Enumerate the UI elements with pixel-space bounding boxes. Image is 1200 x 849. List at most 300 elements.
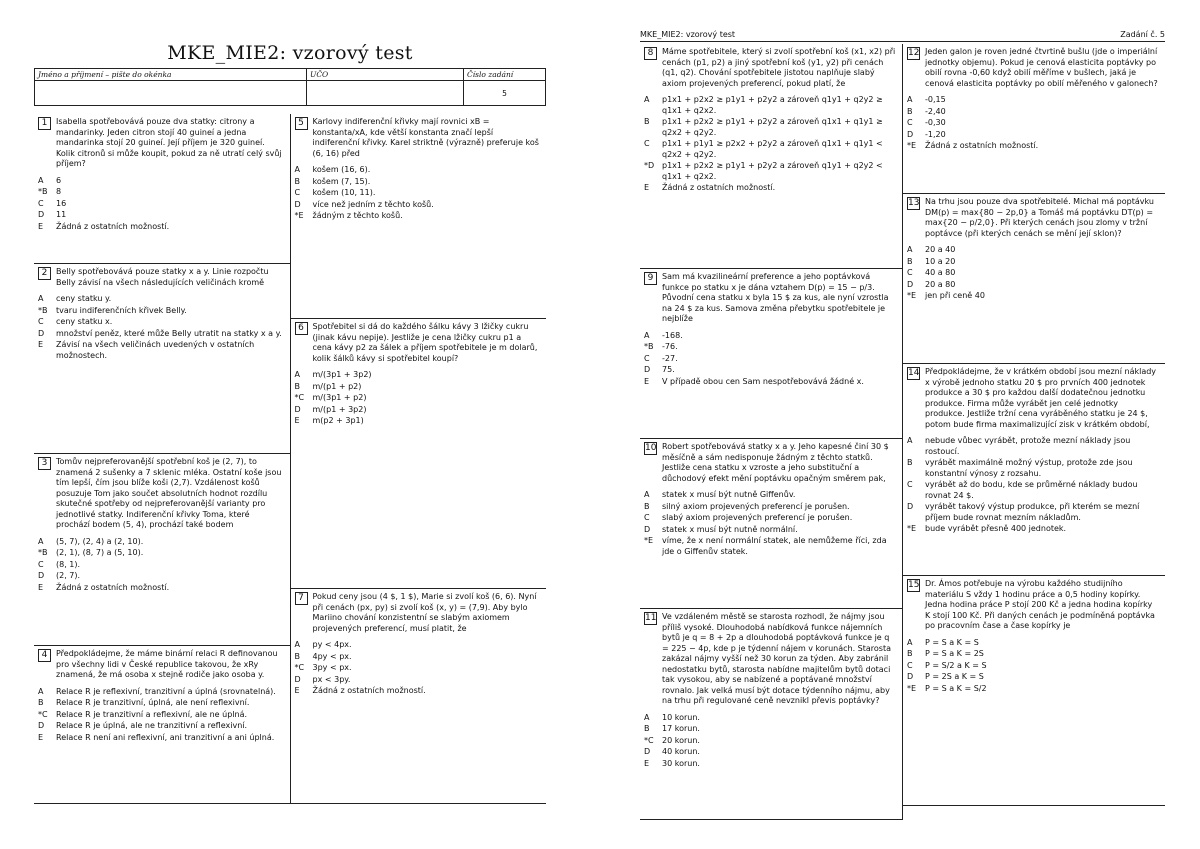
- answer-options: [907, 95, 1159, 152]
- option-text: Žádná z ostatních možností.: [662, 183, 776, 192]
- option-text: py < 4px.: [312, 640, 352, 649]
- answer-option[interactable]: [38, 306, 284, 317]
- option-text: 4py < px.: [312, 651, 352, 661]
- answer-option[interactable]: [644, 736, 896, 747]
- option-letter: B: [907, 106, 913, 116]
- option-letter: *E: [907, 683, 917, 693]
- question-number: 3: [38, 457, 51, 470]
- option-text: m(p2 + 3p1): [312, 416, 364, 425]
- option-letter: B: [907, 649, 913, 658]
- answer-option[interactable]: [907, 649, 1159, 660]
- option-letter: B: [294, 176, 300, 186]
- left-columns: [34, 114, 546, 804]
- answer-option[interactable]: [907, 661, 1159, 672]
- test-title: MKE_MIE2: vzorový test: [167, 42, 413, 64]
- answer-option[interactable]: [38, 687, 284, 698]
- option-letter: E: [38, 340, 44, 349]
- option-text: tvaru indiferenčních křivek Belly.: [56, 305, 187, 315]
- answer-option[interactable]: [38, 329, 284, 340]
- question-text: Dr. Ámos potřebuje na výrobu každého studijního materiálu S vždy 1 hodinu práce a 0,5 hodiny kopírky. Jedna hodina práce P stojí 200 Kč a jedna hodina kopírky K stojí 100 Kč. Při daných cenách je podmíněná poptávka po pracovním čase a čase kopírky je: [925, 579, 1155, 630]
- option-letter: D: [38, 210, 45, 219]
- question-text: Sam má kvazilineární preference a jeho poptávková funkce po statku x je dána vztahem D(p) = 15 − p/3. Původní cena statku x byla 15 $ za kus, ale nyní vzrostla na 24 $ za kus. Samova změna přebytku spotřebitele je nejblíže: [662, 272, 889, 323]
- option-letter: D: [907, 672, 914, 681]
- option-text: statek x musí být nutně normální.: [662, 524, 798, 534]
- option-text: Relace R je reflexivní, tranzitivní a úplná (srovnatelná).: [56, 686, 276, 696]
- option-text: (5, 7), (2, 4) a (2, 10).: [56, 536, 144, 546]
- option-letter: *D: [644, 161, 655, 170]
- option-text: 20 korun.: [662, 735, 700, 745]
- option-letter: A: [38, 175, 44, 185]
- option-text: P = 2S a K = S: [925, 672, 984, 681]
- question-15: [903, 576, 1165, 806]
- question-13: [903, 194, 1165, 364]
- answer-option[interactable]: [295, 177, 541, 188]
- option-letter: C: [907, 268, 913, 277]
- question-number: 5: [295, 117, 308, 130]
- option-letter: A: [644, 95, 650, 104]
- answer-option[interactable]: [644, 513, 896, 524]
- number-label: Číslo zadání: [464, 69, 546, 81]
- answer-option[interactable]: [38, 222, 284, 233]
- option-text: Relace R je úplná, ale ne tranzitivní a reflexivní.: [56, 721, 248, 730]
- question-number: 9: [644, 272, 657, 285]
- answer-option[interactable]: [295, 405, 541, 416]
- answer-options: [907, 245, 1159, 302]
- option-text: statek x musí být nutně Giffenův.: [662, 490, 796, 499]
- answer-option[interactable]: [644, 490, 896, 501]
- option-text: 40 korun.: [662, 747, 700, 756]
- option-letter: *C: [38, 709, 48, 719]
- option-letter: C: [644, 353, 650, 363]
- answer-option[interactable]: [295, 663, 541, 674]
- option-text: jen při ceně 40: [925, 291, 985, 300]
- option-text: 20 a 40: [925, 245, 956, 254]
- option-text: m/(3p1 + p2): [312, 393, 367, 402]
- answer-option[interactable]: [38, 176, 284, 187]
- question-9: [640, 269, 902, 439]
- answer-options: [295, 165, 541, 222]
- question-number: 14: [908, 368, 920, 378]
- option-letter: *E: [907, 524, 917, 533]
- question-8: [640, 44, 902, 269]
- option-letter: *E: [294, 211, 304, 220]
- answer-option[interactable]: [295, 188, 541, 199]
- question-number: 6: [295, 322, 308, 335]
- answer-option[interactable]: [38, 721, 284, 732]
- option-letter: E: [644, 758, 650, 768]
- option-letter: B: [907, 458, 913, 467]
- option-text: vyrábět maximálně možný výstup, protože zde jsou konstantní výnosy z rozsahu.: [925, 458, 1133, 478]
- option-letter: C: [294, 188, 301, 197]
- running-header-number: Zadání č. 5: [1120, 30, 1165, 39]
- option-letter: A: [38, 536, 44, 546]
- option-text: p1x1 + p2x2 ≥ p1y1 + p2y2 a zároveň q1x1 + q1y1 ≥ q2x2 + q2y2.: [662, 117, 883, 137]
- name-label: Jméno a příjmení – pište do okénka: [35, 69, 307, 81]
- option-letter: C: [907, 480, 913, 489]
- question-number: 13: [908, 198, 920, 208]
- answer-option[interactable]: [907, 130, 1159, 141]
- answer-option[interactable]: [644, 365, 896, 376]
- option-text: ceny statku y.: [56, 294, 112, 303]
- answer-option[interactable]: [644, 377, 896, 388]
- answer-option[interactable]: [907, 95, 1159, 106]
- answer-options: [644, 713, 896, 770]
- option-letter: C: [907, 660, 913, 670]
- option-text: (2, 7).: [56, 571, 81, 580]
- option-text: košem (10, 11).: [312, 188, 376, 197]
- option-text: -1,20: [925, 129, 946, 139]
- option-letter: *E: [907, 291, 917, 300]
- option-text: bude vyrábět přesně 400 jednotek.: [925, 524, 1067, 533]
- option-text: P = S a K = 2S: [925, 649, 984, 658]
- answer-option[interactable]: [644, 502, 896, 513]
- student-header-table: [34, 68, 546, 106]
- option-letter: A: [644, 330, 650, 340]
- option-text: Závisí na všech veličinách uvedených v ostatních možnostech.: [56, 340, 255, 360]
- answer-option[interactable]: [38, 317, 284, 328]
- answer-option[interactable]: [38, 340, 284, 361]
- answer-option[interactable]: [644, 525, 896, 536]
- option-letter: E: [294, 416, 300, 425]
- option-letter: A: [907, 245, 913, 254]
- option-text: -2,40: [925, 106, 946, 116]
- answer-option[interactable]: [644, 95, 896, 116]
- question-number: 2: [38, 267, 51, 280]
- answer-option[interactable]: [295, 416, 541, 427]
- answer-options: [38, 294, 284, 361]
- option-letter: *C: [294, 663, 305, 672]
- answer-option[interactable]: [907, 257, 1159, 268]
- option-letter: D: [644, 524, 651, 534]
- answer-option[interactable]: [907, 502, 1159, 523]
- option-text: Žádná z ostatních možností.: [312, 686, 426, 695]
- option-letter: A: [907, 436, 913, 445]
- answer-options: [644, 331, 896, 388]
- option-letter: A: [38, 686, 44, 696]
- answer-option[interactable]: [907, 245, 1159, 256]
- answer-options: [295, 370, 541, 427]
- option-text: -27.: [662, 353, 678, 363]
- option-text: -0,15: [925, 95, 946, 104]
- option-text: silný axiom projevených preferencí je porušen.: [662, 501, 850, 511]
- option-text: p1x1 + p1y1 ≥ p2x2 + p2y2 a zároveň q1x1 + q1y1 < q2x2 + q2y2.: [662, 139, 883, 159]
- option-text: m/(3p1 + 3p2): [312, 370, 372, 379]
- option-letter: D: [907, 279, 914, 289]
- option-letter: *B: [38, 305, 48, 315]
- answer-option[interactable]: [907, 268, 1159, 279]
- question-number: 8: [644, 47, 657, 60]
- option-text: košem (16, 6).: [312, 165, 371, 174]
- option-text: vyrábět takový výstup produkce, při kterém se mezní příjem bude rovnat mezním nákladům.: [925, 502, 1140, 522]
- option-letter: D: [294, 199, 301, 209]
- answer-option[interactable]: [38, 698, 284, 709]
- question-1: [34, 114, 290, 264]
- option-text: 10 korun.: [662, 712, 700, 722]
- question-text: Pokud ceny jsou (4 $, 1 $), Marie si zvolí koš (6, 6). Nyní při cenách (px, py) si zvolí koš (x, y) = (7,9). Aby bylo Mariino chování konzistentní se slabým axiomem projevených preferencí, musí platit, že: [312, 592, 537, 633]
- option-letter: E: [38, 221, 44, 231]
- question-12: [903, 44, 1165, 194]
- option-letter: B: [644, 117, 650, 126]
- answer-option[interactable]: [644, 747, 896, 758]
- answer-option[interactable]: [295, 675, 541, 686]
- option-text: P = S a K = S: [925, 637, 979, 647]
- option-text: -76.: [662, 342, 678, 351]
- question-text: Ve vzdáleném městě se starosta rozhodl, že nájmy jsou příliš vysoké. Dlouhodobá nabídková funkce nájemních bytů je q = 8 + 2p a dlouhodobá poptávková funkce je q = 225 − 4p, kde p je týdenní nájem v korunách. Starosta zakázal nájmy vyšší než 30 korun za týden. Aby zabránil nedostatku bytů, starosta nabídne majitelům bytů dotaci tak vysokou, aby se nabízené a poptávané množství rovnalo. Jak velká musí být dotace týdenního nájmu, aby na trhu při regulované ceně nevznikl převis poptávky?: [662, 612, 892, 705]
- answer-options: [38, 687, 284, 744]
- option-text: vyrábět až do bodu, kde se průměrné náklady budou rovnat 24 $.: [925, 480, 1138, 500]
- option-letter: E: [644, 183, 650, 192]
- answer-option[interactable]: [907, 107, 1159, 118]
- option-letter: D: [644, 365, 651, 374]
- right-col-2: [902, 44, 1165, 820]
- option-text: 30 korun.: [662, 758, 700, 768]
- option-letter: B: [644, 724, 650, 733]
- option-text: 20 a 80: [925, 279, 956, 289]
- answer-option[interactable]: [907, 291, 1159, 302]
- option-text: P = S/2 a K = S: [925, 660, 987, 670]
- left-col-2: [290, 114, 547, 804]
- option-letter: C: [644, 139, 650, 148]
- answer-option[interactable]: [644, 354, 896, 365]
- answer-option[interactable]: [295, 652, 541, 663]
- option-text: množství peněz, které může Belly utratit na statky x a y.: [56, 328, 282, 338]
- option-letter: C: [38, 317, 44, 326]
- option-letter: D: [38, 571, 45, 580]
- question-text: Na trhu jsou pouze dva spotřebitelé. Michal má poptávku DM(p) = max{80 − 2p,0} a Tomáš má poptávku DT(p) = max{20 − p/2,0}. Při kterých cenách jsou zlomy v tržní poptávce (při kterých cenách se mění její sklon)?: [925, 197, 1154, 238]
- option-text: 8: [56, 187, 62, 196]
- answer-option[interactable]: [38, 210, 284, 221]
- question-text: Belly spotřebovává pouze statky x a y. Linie rozpočtu Belly závisí na všech následujících veličinách kromě: [56, 267, 269, 287]
- option-letter: A: [644, 712, 650, 722]
- option-letter: *C: [644, 735, 654, 745]
- option-text: P = S a K = S/2: [925, 683, 987, 693]
- option-letter: D: [38, 721, 45, 730]
- option-letter: B: [294, 381, 300, 391]
- question-10: [640, 439, 902, 609]
- option-text: p1x1 + p2x2 ≥ p1y1 + p2y2 a zároveň q1y1 + q2y2 ≥ q1x1 + q2x2.: [662, 95, 883, 115]
- answer-option[interactable]: [295, 200, 541, 211]
- question-text: Jeden galon je roven jedné čtvrtině bušlu (jde o imperiální jednotky objemu). Pokud je cenová elasticita poptávky po obilí rovna -0,60 když obilí měříme v bušlech, jaká je cenová elasticita poptávky po obilí měřeného v galonech?: [925, 47, 1158, 88]
- answer-option[interactable]: [644, 183, 896, 194]
- answer-option[interactable]: [907, 672, 1159, 683]
- option-text: Relace R je tranzitivní, úplná, ale není reflexivní.: [56, 698, 250, 707]
- option-text: Žádná z ostatních možností.: [925, 141, 1039, 150]
- question-text: Spotřebitel si dá do každého šálku kávy 3 lžičky cukru (jinak kávu nepije). Jestliže je cena lžičky cukru p1 a cena kávy p2 za šálek a příjem spotřebitele je m dolarů, kolik šálků kávy si spotřebitel koupí?: [312, 322, 538, 363]
- option-letter: A: [294, 165, 300, 174]
- answer-option[interactable]: [38, 294, 284, 305]
- option-letter: C: [38, 198, 44, 208]
- option-text: ceny statku x.: [56, 317, 113, 326]
- option-letter: E: [294, 686, 300, 695]
- question-text: Předpokládejme, že máme binární relaci R definovanou pro všechny lidi v České republice takovou, že xRy znamená, že má osoba x stejně rodiče jako osoba y.: [56, 649, 278, 679]
- question-number: 11: [645, 613, 657, 623]
- option-letter: *B: [38, 548, 48, 557]
- name-field[interactable]: [35, 81, 307, 106]
- uco-field[interactable]: [307, 81, 464, 106]
- running-header-title: MKE_MIE2: vzorový test: [640, 30, 736, 39]
- uco-label: UČO: [307, 69, 464, 81]
- answer-option[interactable]: [644, 713, 896, 724]
- question-number: 4: [38, 649, 51, 662]
- answer-option[interactable]: [38, 733, 284, 744]
- question-number: 1: [38, 117, 51, 130]
- option-letter: B: [294, 651, 300, 661]
- option-text: 3py < px.: [312, 663, 352, 672]
- option-letter: *E: [907, 141, 917, 150]
- right-columns: [640, 44, 1165, 820]
- option-text: 10 a 20: [925, 256, 956, 266]
- question-text: Robert spotřebovává statky x a y. Jeho kapesné činí 30 $ měsíčně a sám nedisponuje žádným z těchto statků. Jestliže cena statku x vzroste a jeho substituční a důchodový efekt mění poptávku opačným směrem pak,: [662, 442, 889, 483]
- answer-option[interactable]: [295, 370, 541, 381]
- answer-options: [295, 640, 541, 697]
- option-text: Relace R není ani reflexivní, ani tranzitivní a ani úplná.: [56, 732, 275, 742]
- option-text: více než jedním z těchto košů.: [312, 199, 434, 209]
- option-text: m/(p1 + 3p2): [312, 404, 367, 414]
- answer-option[interactable]: [644, 331, 896, 342]
- answer-option[interactable]: [644, 161, 896, 182]
- answer-option[interactable]: [644, 724, 896, 735]
- question-text: Předpokládejme, že v krátkém období jsou mezní náklady x výrobě jednoho statku 20 $ pro prvních 400 jednotek produkce a 30 $ pro každou další dodatečnou jednotku produkce. Firma může vyrábět jen celé jednotky produkce. Jestliže tržní cena vyráběného statku je 24 $, potom bude firma maximalizující zisk v krátkém období,: [925, 367, 1157, 429]
- option-letter: *B: [38, 187, 48, 196]
- answer-option[interactable]: [295, 211, 541, 222]
- option-letter: B: [644, 501, 650, 511]
- question-5: [291, 114, 547, 319]
- answer-option[interactable]: [295, 165, 541, 176]
- option-text: Žádná z ostatních možností.: [56, 221, 170, 231]
- option-letter: B: [38, 698, 44, 707]
- option-text: košem (7, 15).: [312, 176, 371, 186]
- question-text: Isabella spotřebovává pouze dva statky: citrony a mandarinky. Jeden citron stojí 40 guineí a jedna mandarinka stojí 20 guineí. Její příjem je 320 guineí. Kolik citronů si může koupit, pokud za ně utratí celý svůj příjem?: [56, 117, 282, 168]
- question-2: [34, 264, 290, 454]
- option-letter: C: [38, 559, 44, 569]
- option-text: 40 a 80: [925, 268, 956, 277]
- option-letter: D: [907, 502, 914, 511]
- option-text: nebude vůbec vyrábět, protože mezní náklady jsou rostoucí.: [925, 436, 1131, 456]
- option-letter: C: [644, 513, 650, 522]
- answer-option[interactable]: [907, 436, 1159, 457]
- question-number: 10: [645, 443, 657, 453]
- answer-options: [38, 176, 284, 233]
- option-text: V případě obou cen Sam nespotřebovává žádné x.: [662, 376, 864, 386]
- option-letter: D: [38, 328, 45, 338]
- option-text: px < 3py.: [312, 674, 351, 684]
- answer-option[interactable]: [644, 342, 896, 353]
- answer-option[interactable]: [644, 139, 896, 160]
- option-letter: *B: [644, 342, 654, 351]
- question-14: [903, 364, 1165, 576]
- option-text: Žádná z ostatních možností.: [56, 582, 170, 592]
- answer-option[interactable]: [295, 393, 541, 404]
- answer-option[interactable]: [907, 480, 1159, 501]
- option-text: -168.: [662, 330, 683, 340]
- answer-option[interactable]: [38, 710, 284, 721]
- option-letter: *C: [294, 393, 305, 402]
- option-letter: A: [907, 95, 913, 104]
- question-number: 15: [908, 580, 920, 590]
- option-letter: D: [294, 674, 301, 684]
- answer-option[interactable]: [295, 640, 541, 651]
- page-left: [30, 0, 550, 849]
- question-6: [291, 319, 547, 589]
- question-text: Tomův nejpreferovanější spotřební koš je (2, 7), to znamená 2 sušenky a 7 sklenic mléka. Ostatní koše jsou tím lepší, čím jsou blíže koši (2,7). Vzdálenost košů posuzuje Tom jako součet absolutních hodnot rozdílu skutečné spotřeby od nejpreferovanější varianty pro jednotlivé statky. Indiferenční křivky Toma, které prochází bodem (5, 4), prochází také bodem: [56, 457, 282, 529]
- option-letter: A: [644, 490, 650, 499]
- option-letter: A: [294, 640, 300, 649]
- answer-option[interactable]: [38, 199, 284, 210]
- option-letter: E: [38, 582, 44, 592]
- answer-option[interactable]: [644, 536, 896, 557]
- answer-option[interactable]: [644, 117, 896, 138]
- question-4: [34, 646, 290, 804]
- answer-option[interactable]: [907, 280, 1159, 291]
- option-text: slabý axiom projevených preferencí je porušen.: [662, 513, 853, 522]
- option-text: (2, 1), (8, 7) a (5, 10).: [56, 548, 144, 557]
- option-letter: D: [644, 747, 651, 756]
- answer-option[interactable]: [38, 571, 284, 582]
- question-7: [291, 589, 547, 804]
- page-right: [640, 0, 1165, 849]
- answer-option[interactable]: [907, 524, 1159, 535]
- answer-option[interactable]: [907, 684, 1159, 695]
- right-col-1: [640, 44, 902, 820]
- option-text: m/(p1 + p2): [312, 381, 362, 391]
- answer-options: [38, 537, 284, 594]
- answer-options: [907, 436, 1159, 535]
- answer-option[interactable]: [38, 583, 284, 594]
- option-text: Relace R je tranzitivní a reflexivní, ale ne úplná.: [56, 709, 248, 719]
- option-text: víme, že x není normální statek, ale nemůžeme říci, zda jde o Giffenův statek.: [662, 536, 887, 556]
- answer-option[interactable]: [644, 759, 896, 770]
- option-text: p1x1 + p2x2 ≥ p1y1 + p2y2 a zároveň q1y1 + q2y2 < q1x1 + q2x2.: [662, 161, 883, 181]
- option-text: 17 korun.: [662, 724, 700, 733]
- question-number: 7: [295, 592, 308, 605]
- question-number: 12: [908, 48, 920, 58]
- option-text: -0,30: [925, 118, 946, 127]
- option-letter: D: [294, 404, 301, 414]
- option-letter: A: [38, 294, 44, 303]
- running-header: [640, 0, 1165, 42]
- answer-option[interactable]: [295, 686, 541, 697]
- test-number: 5: [464, 81, 546, 106]
- option-letter: A: [907, 637, 913, 647]
- option-text: 6: [56, 175, 62, 185]
- answer-option[interactable]: [295, 382, 541, 393]
- answer-option[interactable]: [907, 638, 1159, 649]
- option-text: 11: [56, 210, 67, 219]
- question-text: Máme spotřebitele, který si zvolí spotřební koš (x1, x2) při cenách (p1, p2) a jiný spotřební koš (y1, y2) při cenách (q1, q2). Chování spotřebitele jistotou naplňuje slabý axiom projevených preferencí, pokud platí, že: [662, 47, 896, 88]
- answer-option[interactable]: [907, 118, 1159, 129]
- option-letter: A: [294, 370, 300, 379]
- answer-option[interactable]: [38, 560, 284, 571]
- option-letter: B: [907, 256, 913, 266]
- answer-options: [644, 95, 896, 194]
- option-text: (8, 1).: [56, 559, 81, 569]
- option-text: 75.: [662, 365, 675, 374]
- answer-option[interactable]: [907, 141, 1159, 152]
- answer-option[interactable]: [907, 458, 1159, 479]
- question-text: Karlovy indiferenční křivky mají rovnici xB = konstanta/xA, kde větší konstanta značí lepší indiferenční křivky. Karel striktně (výrazně) preferuje koš (6, 16) před: [312, 117, 539, 158]
- question-3: [34, 454, 290, 646]
- answer-option[interactable]: [38, 187, 284, 198]
- option-letter: D: [907, 129, 914, 139]
- answer-option[interactable]: [38, 548, 284, 559]
- option-letter: *E: [644, 536, 654, 545]
- question-11: [640, 609, 902, 820]
- answer-options: [644, 490, 896, 557]
- answer-option[interactable]: [38, 537, 284, 548]
- left-col-1: [34, 114, 290, 804]
- option-letter: E: [644, 376, 650, 386]
- option-text: 16: [56, 198, 67, 208]
